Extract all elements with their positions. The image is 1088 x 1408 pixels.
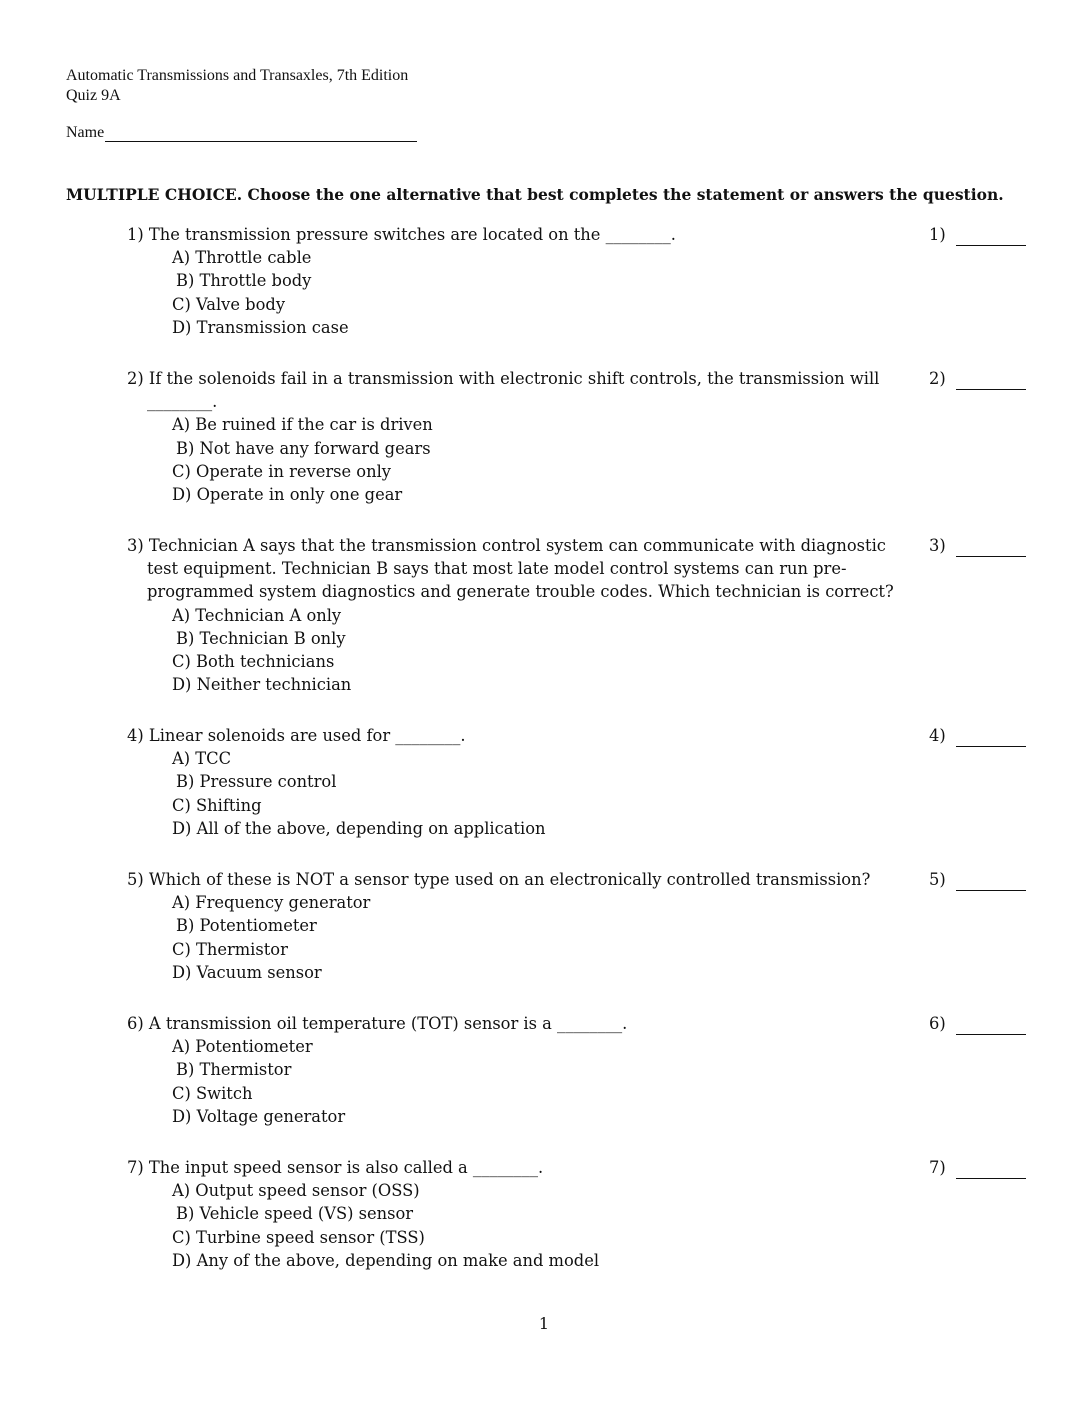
answer-blank-line[interactable] xyxy=(956,540,1026,557)
question-stem: 2) If the solenoids fail in a transmission with electronic shift controls, the transmission will ________. xyxy=(127,369,880,412)
page-number: 1 xyxy=(538,1314,550,1333)
choice-d: D) Voltage generator xyxy=(172,1106,346,1126)
choice-a: A) Frequency generator xyxy=(172,893,371,913)
name-blank-line[interactable] xyxy=(105,124,417,142)
choice-b: B) Throttle body xyxy=(176,271,312,291)
answer-slot xyxy=(929,1156,1026,1179)
choice-b: B) Technician B only xyxy=(176,628,346,648)
choice-b: B) Potentiometer xyxy=(176,916,317,936)
answer-blank-line[interactable] xyxy=(956,1162,1026,1179)
question-6 xyxy=(127,1012,1087,1128)
quiz-label: Quiz 9A xyxy=(66,87,121,104)
answer-blank-line[interactable] xyxy=(956,373,1026,390)
choice-c: C) Switch xyxy=(172,1083,253,1103)
name-label: Name xyxy=(66,124,105,141)
answer-number: 7) xyxy=(929,1158,946,1177)
answer-slot xyxy=(929,868,1026,891)
answer-blank-line[interactable] xyxy=(956,1018,1026,1035)
answer-number: 3) xyxy=(929,536,946,555)
choice-a: A) Throttle cable xyxy=(172,248,312,268)
question-7 xyxy=(127,1156,1087,1272)
answer-blank-line[interactable] xyxy=(956,874,1026,891)
choice-d: D) Neither technician xyxy=(172,675,352,695)
document-title: Automatic Transmissions and Transaxles, 7th Edition xyxy=(66,67,409,84)
question-stem: 5) Which of these is NOT a sensor type used on an electronically controlled transmission? xyxy=(127,870,871,889)
answer-slot xyxy=(929,367,1026,390)
answer-number: 5) xyxy=(929,870,946,889)
choice-c: C) Thermistor xyxy=(172,939,288,959)
answer-blank-line[interactable] xyxy=(956,229,1026,246)
choice-c: C) Both technicians xyxy=(172,652,335,672)
question-1 xyxy=(127,223,1087,339)
question-5 xyxy=(127,868,1087,984)
answer-blank-line[interactable] xyxy=(956,730,1026,747)
choice-c: C) Turbine speed sensor (TSS) xyxy=(172,1227,425,1247)
name-field-row xyxy=(66,124,417,142)
question-stem: 3) Technician A says that the transmission control system can communicate with diagnostic test equipment. Technician B says that most late model control systems can run pre-programmed system diagnostics and generate trouble codes. Which technician is correct? xyxy=(127,536,894,602)
answer-number: 2) xyxy=(929,369,946,388)
answer-number: 6) xyxy=(929,1014,946,1033)
choice-d: D) All of the above, depending on application xyxy=(172,818,546,838)
answer-slot xyxy=(929,223,1026,246)
choice-d: D) Transmission case xyxy=(172,317,349,337)
choice-a: A) Technician A only xyxy=(172,605,342,625)
choice-a: A) TCC xyxy=(172,749,232,769)
choice-b: B) Not have any forward gears xyxy=(176,438,431,458)
answer-slot xyxy=(929,1012,1026,1035)
section-instructions: MULTIPLE CHOICE. Choose the one alternative that best completes the statement or answers the question. xyxy=(66,185,1004,204)
choice-b: B) Vehicle speed (VS) sensor xyxy=(176,1204,414,1224)
choice-a: A) Be ruined if the car is driven xyxy=(172,415,433,435)
choice-c: C) Operate in reverse only xyxy=(172,461,391,481)
document-header xyxy=(66,66,408,106)
choice-d: D) Vacuum sensor xyxy=(172,962,322,982)
choice-b: B) Pressure control xyxy=(176,772,337,792)
question-stem: 7) The input speed sensor is also called a ________. xyxy=(127,1158,544,1177)
choice-d: D) Any of the above, depending on make and model xyxy=(172,1250,600,1270)
answer-number: 4) xyxy=(929,726,946,745)
question-stem: 1) The transmission pressure switches are located on the ________. xyxy=(127,225,676,244)
answer-slot xyxy=(929,534,1026,557)
question-3 xyxy=(127,534,1087,696)
choice-a: A) Potentiometer xyxy=(172,1037,313,1057)
question-2 xyxy=(127,367,1087,506)
choice-c: C) Shifting xyxy=(172,795,262,815)
question-4 xyxy=(127,724,1087,840)
choice-b: B) Thermistor xyxy=(176,1060,292,1080)
choice-c: C) Valve body xyxy=(172,294,286,314)
question-stem: 6) A transmission oil temperature (TOT) sensor is a ________. xyxy=(127,1014,628,1033)
answer-slot xyxy=(929,724,1026,747)
question-stem: 4) Linear solenoids are used for ________. xyxy=(127,726,466,745)
answer-number: 1) xyxy=(929,225,946,244)
choice-a: A) Output speed sensor (OSS) xyxy=(172,1181,420,1201)
choice-d: D) Operate in only one gear xyxy=(172,485,403,505)
